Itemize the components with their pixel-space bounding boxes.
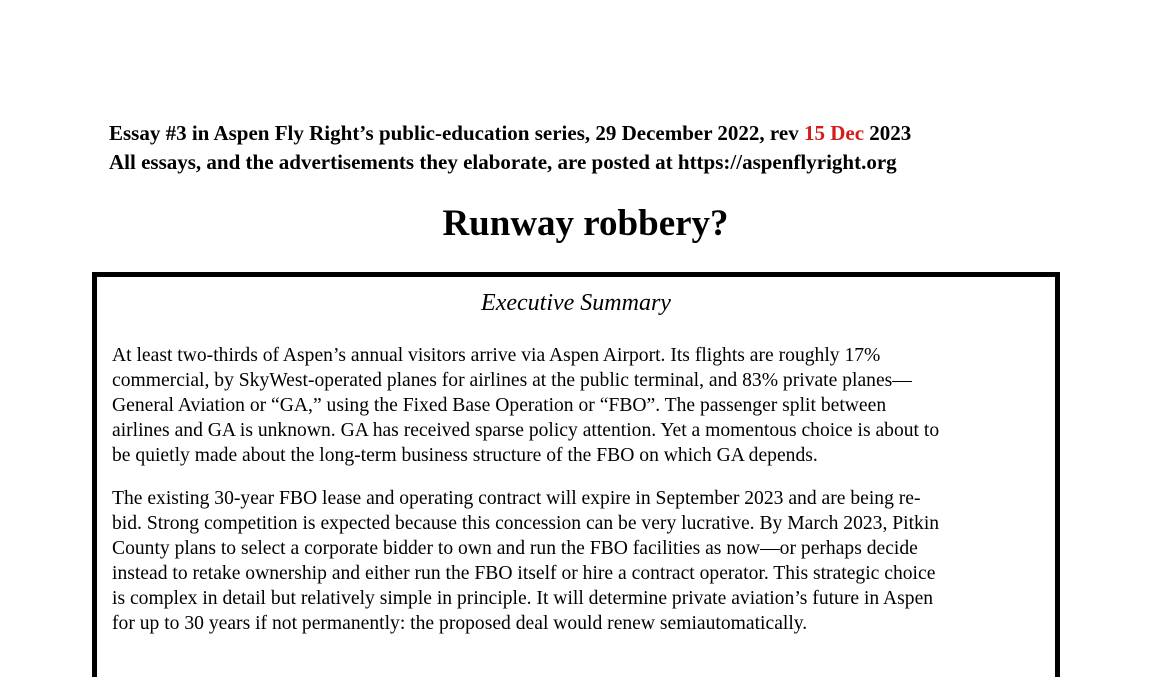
paragraph-line: be quietly made about the long-term business structure of the FBO on which GA depends. (112, 445, 818, 466)
paragraph-line: bid. Strong competition is expected because this concession can be very lucrative. By March 2023, Pitkin (112, 513, 940, 534)
paragraph-line: General Aviation or “GA,” using the Fixed Base Operation or “FBO”. The passenger split between (112, 395, 887, 416)
essay-header (109, 119, 911, 177)
series-info-text: Essay #3 in Aspen Fly Right’s public-education series, 29 December 2022, rev (109, 121, 804, 145)
paragraph-line: airlines and GA is unknown. GA has received sparse policy attention. Yet a momentous choice is about to (112, 420, 940, 441)
executive-summary-heading: Executive Summary (481, 290, 671, 316)
executive-summary-box (92, 272, 1060, 677)
paragraph-line: County plans to select a corporate bidder to own and run the FBO facilities as now—or perhaps decide (112, 538, 918, 559)
revision-year-text: 2023 (864, 121, 912, 145)
paragraph-line: for up to 30 years if not permanently: the proposed deal would renew semiautomatically. (112, 613, 808, 634)
paragraph-line: commercial, by SkyWest-operated planes for airlines at the public terminal, and 83% private planes— (112, 370, 912, 391)
essay-series-line (109, 119, 911, 148)
revision-date-text: 15 Dec (803, 121, 865, 145)
summary-paragraph-1 (112, 343, 1048, 468)
paragraph-line: is complex in detail but relatively simple in principle. It will determine private aviation’s future in Aspen (112, 588, 934, 609)
paragraph-line: At least two-thirds of Aspen’s annual visitors arrive via Aspen Airport. Its flights are roughly 17% (112, 345, 881, 366)
paragraph-line: The existing 30-year FBO lease and operating contract will expire in September 2023 and are being re- (112, 488, 921, 509)
essay-title: Runway robbery? (442, 203, 729, 244)
summary-paragraph-2 (112, 486, 1048, 636)
essays-location-line: All essays, and the advertisements they elaborate, are posted at https://aspenflyright.org (109, 150, 897, 174)
paragraph-line: instead to retake ownership and either run the FBO itself or hire a contract operator. This strategic choice (112, 563, 936, 584)
